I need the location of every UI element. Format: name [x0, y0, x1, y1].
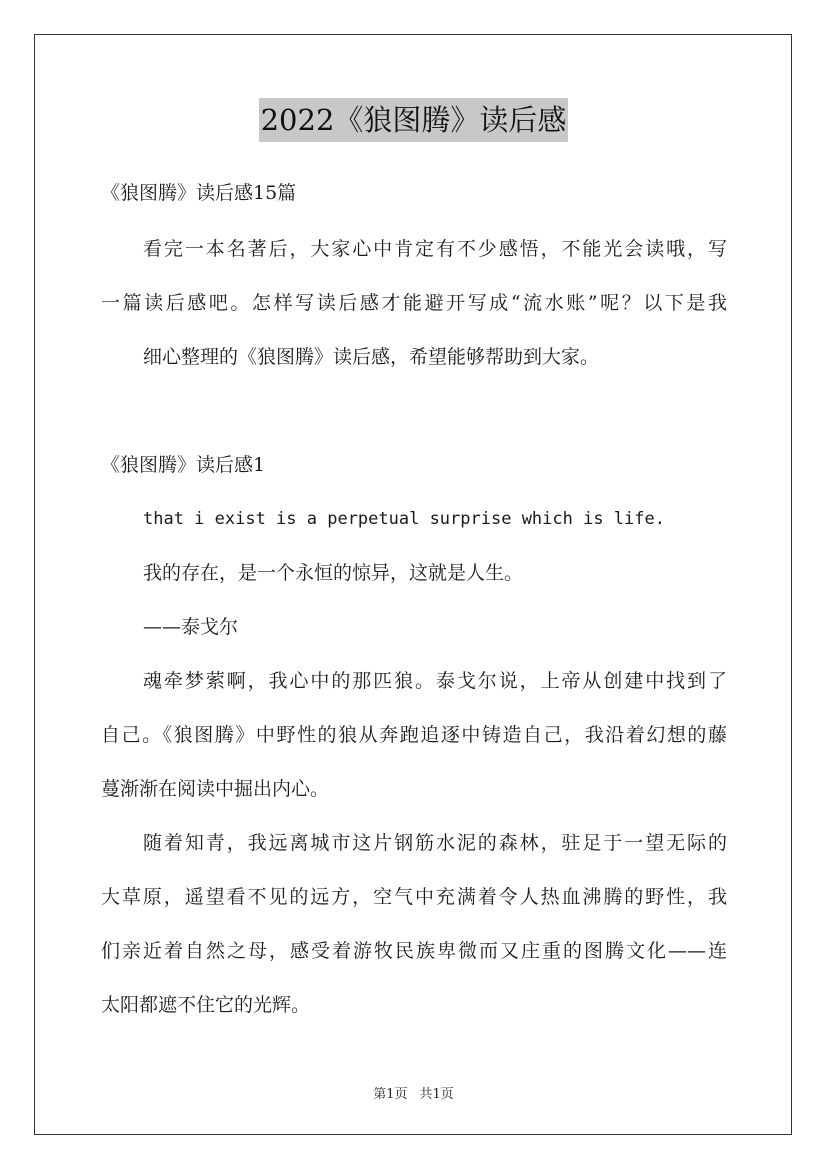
paragraph-line: 太阳都遮不住它的光辉。 [101, 994, 311, 1016]
intro-line: 一篇读后感吧。怎样写读后感才能避开写成“流水账”呢？以下是我 [101, 292, 727, 314]
page-total: 共1页 [419, 1087, 454, 1102]
intro-line: 细心整理的《狼图腾》读后感，希望能够帮助到大家。 [143, 346, 600, 368]
quote-chinese: 我的存在，是一个永恒的惊异，这就是人生。 [143, 562, 524, 584]
paragraph-line: 们亲近着自然之母，感受着游牧民族卑微而又庄重的图腾文化——连 [101, 940, 727, 962]
paragraph-line: 随着知青，我远离城市这片钢筋水泥的森林，驻足于一望无际的 [143, 832, 727, 854]
title-wrap [0, 98, 827, 142]
paragraph-line: 自己。《狼图腾》中野性的狼从奔跑追逐中铸造自己，我沿着幻想的藤 [101, 724, 727, 746]
paragraph-line: 大草原，遥望看不见的远方，空气中充满着令人热血沸腾的野性，我 [101, 886, 727, 908]
intro-line: 看完一本名著后，大家心中肯定有不少感悟，不能光会读哦，写 [143, 238, 727, 260]
quote-english: that i exist is a perpetual surprise which is life. [143, 509, 665, 529]
subtitle: 《狼图腾》读后感15篇 [101, 182, 297, 204]
page-footer [0, 1083, 827, 1102]
section-heading: 《狼图腾》读后感1 [101, 454, 266, 476]
paragraph-line: 魂牵梦萦啊，我心中的那匹狼。泰戈尔说，上帝从创建中找到了 [143, 670, 727, 692]
document-title: 2022《狼图腾》读后感 [259, 98, 569, 142]
quote-author: ——泰戈尔 [143, 616, 239, 638]
page-number: 第1页 [373, 1087, 408, 1102]
paragraph-line: 蔓渐渐在阅读中掘出内心。 [101, 778, 330, 800]
